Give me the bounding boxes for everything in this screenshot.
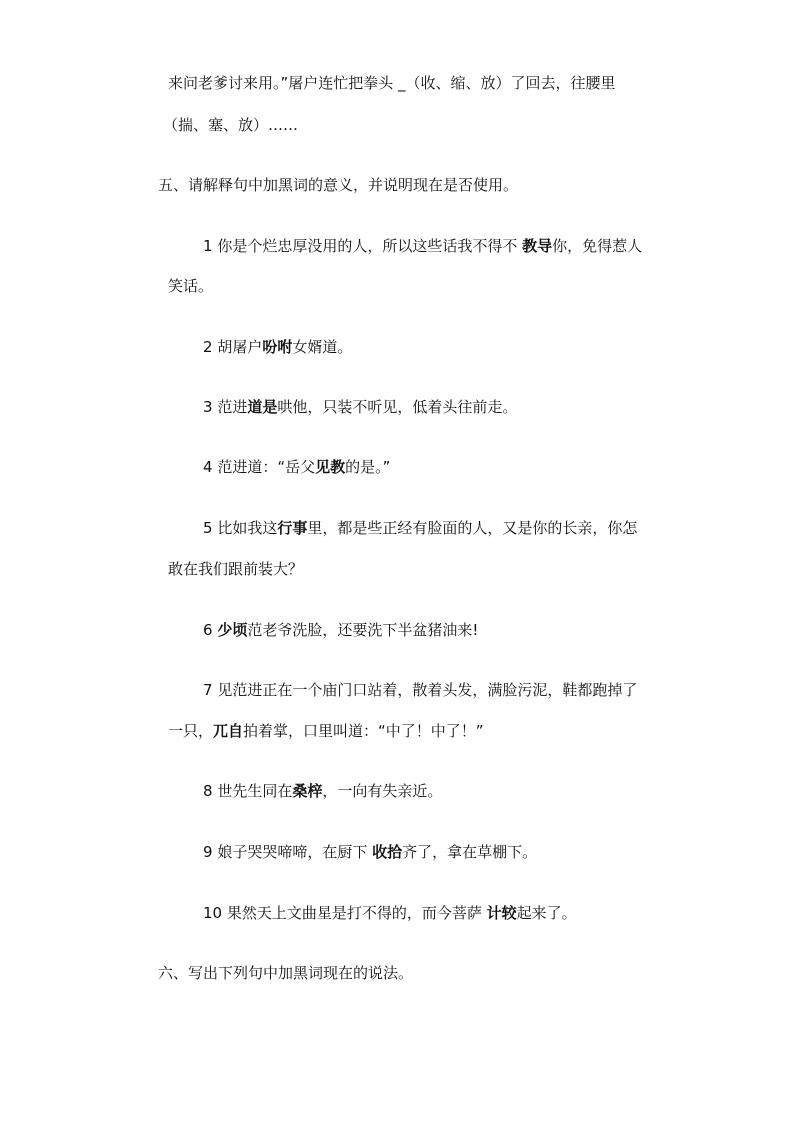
- bold-term: 吩咐: [262, 338, 293, 356]
- bold-term: 桑梓: [292, 782, 323, 800]
- item-text: 女婿道。: [292, 338, 353, 356]
- item-number: 4: [203, 458, 213, 476]
- bold-term: 计较: [486, 904, 517, 922]
- item-text: ，一向有失亲近。: [322, 782, 443, 800]
- continuation-line-2: （揣、塞、放）……: [163, 116, 299, 134]
- item-10: [203, 903, 577, 923]
- item-number: 1: [203, 237, 213, 255]
- item-number: 8: [203, 782, 213, 800]
- item-text: 你是个烂忠厚没用的人，所以这些话我不得不: [217, 237, 523, 255]
- item-text: 娘子哭哭啼啼，在厨下: [217, 843, 373, 861]
- bold-term: 道是: [247, 398, 278, 416]
- item-text: 世先生同在: [217, 782, 293, 800]
- section-6-heading: 六、写出下列句中加黑词现在的说法。: [158, 964, 414, 982]
- item-7-continuation: [168, 721, 484, 741]
- item-text: 的是。”: [345, 458, 391, 476]
- item-text: 范进道：“岳父: [217, 458, 316, 476]
- section-5-heading: 五、请解释句中加黑词的意义，并说明现在是否使用。: [158, 176, 519, 194]
- bold-term: 行事: [277, 519, 308, 537]
- item-8: [203, 781, 442, 801]
- item-text: 果然天上文曲星是打不得的，而今菩萨: [226, 904, 487, 922]
- item-text: 哄他，只装不听见，低着头往前走。: [277, 398, 518, 416]
- item-text: 起来了。: [516, 904, 577, 922]
- bold-term: 收拾: [372, 843, 403, 861]
- item-text: 一只，: [168, 722, 214, 740]
- bold-term: 教导: [522, 237, 553, 255]
- bold-term: 见教: [315, 458, 346, 476]
- item-number: 10: [203, 904, 223, 922]
- item-number: 5: [203, 519, 213, 537]
- item-text: 范进: [217, 398, 248, 416]
- item-4: [203, 457, 390, 477]
- item-5-continuation: 敢在我们跟前装大？: [168, 560, 304, 578]
- item-5: [203, 518, 637, 538]
- item-7: [203, 680, 637, 700]
- item-text: 拍着掌，口里叫道：“中了！中了！”: [243, 722, 484, 740]
- item-number: 2: [203, 338, 213, 356]
- item-3: [203, 397, 517, 417]
- item-number: 6: [203, 621, 213, 639]
- item-6: [203, 620, 478, 640]
- item-1: [203, 236, 642, 256]
- item-1-continuation: 笑话。: [168, 277, 214, 295]
- item-text: 见范进正在一个庙门口站着，散着头发，满脸污泥，鞋都跑掉了: [217, 681, 638, 699]
- item-9: [203, 842, 537, 862]
- bold-term: 少顷: [217, 621, 248, 639]
- item-text: 范老爷洗脸，还要洗下半盆猪油来!: [247, 621, 479, 639]
- item-text: 胡屠户: [217, 338, 263, 356]
- item-number: 9: [203, 843, 213, 861]
- item-2: [203, 337, 352, 357]
- item-text: 齐了，拿在草棚下。: [402, 843, 538, 861]
- item-text: 里，都是些正经有脸面的人，又是你的长亲，你怎: [307, 519, 638, 537]
- item-number: 3: [203, 398, 213, 416]
- item-text: 你，免得惹人: [552, 237, 643, 255]
- item-text: 比如我这: [217, 519, 278, 537]
- item-number: 7: [203, 681, 213, 699]
- continuation-line-1: 来问老爹讨来用。”屠户连忙把拳头 _（收、缩、放）了回去，往腰里: [168, 74, 616, 92]
- bold-term: 兀自: [213, 722, 244, 740]
